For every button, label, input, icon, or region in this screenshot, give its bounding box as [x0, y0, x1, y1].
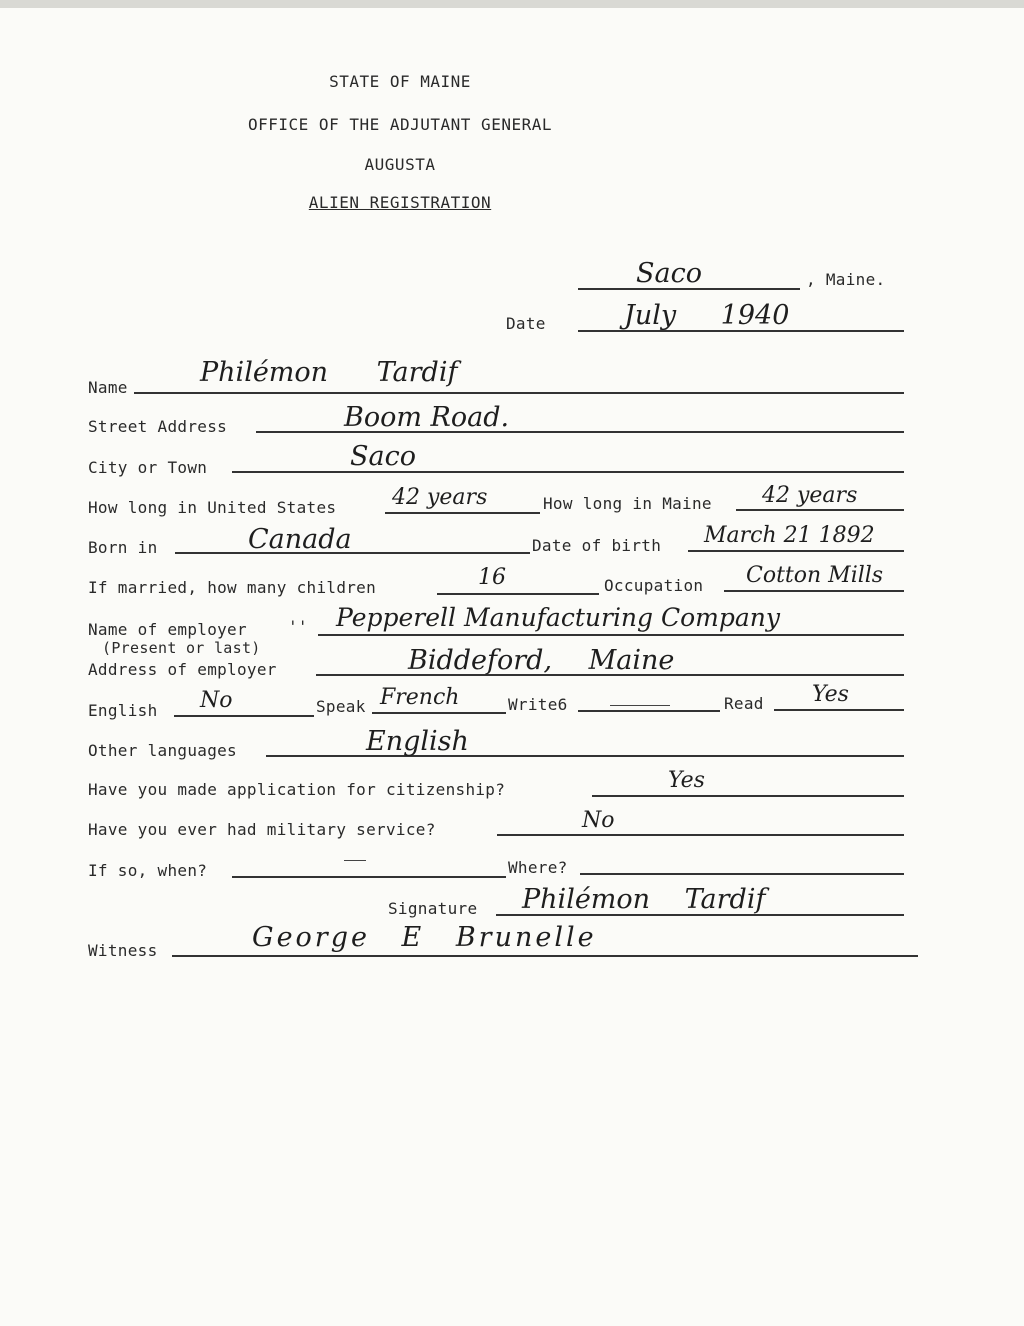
dob-value[interactable]: March 21 1892	[704, 523, 875, 548]
office-heading: OFFICE OF THE ADJUTANT GENERAL	[248, 115, 552, 134]
employer-value[interactable]: Pepperell Manufacturing Company	[336, 603, 781, 632]
employer-address-value[interactable]: Biddeford, Maine	[408, 645, 675, 676]
employer-label: Name of employer	[88, 620, 247, 639]
witness-value[interactable]: George E Brunelle	[252, 922, 597, 953]
scan-edge	[0, 0, 1024, 8]
citizenship-line	[592, 795, 904, 797]
read-value[interactable]: Yes	[812, 682, 849, 707]
other-languages-value[interactable]: English	[366, 726, 469, 757]
when-label: If so, when?	[88, 861, 208, 880]
how-long-us-value[interactable]: 42 years	[392, 485, 488, 510]
speak-label: Speak	[316, 697, 366, 716]
form-title: ALIEN REGISTRATION	[308, 193, 492, 212]
occupation-line	[724, 590, 904, 592]
children-value[interactable]: 16	[478, 565, 506, 590]
employer-quote: ''	[288, 617, 308, 636]
citizenship-value[interactable]: Yes	[668, 768, 705, 793]
where-label: Where?	[508, 858, 568, 877]
military-value[interactable]: No	[582, 808, 615, 833]
when-dash	[344, 860, 366, 861]
maine-label: , Maine.	[806, 270, 886, 289]
employer-note: (Present or last)	[102, 639, 261, 657]
how-long-maine-value[interactable]: 42 years	[762, 483, 858, 508]
english-label: English	[88, 701, 158, 720]
military-label: Have you ever had military service?	[88, 820, 436, 839]
name-label: Name	[88, 378, 128, 397]
write-line	[578, 710, 720, 712]
children-label: If married, how many children	[88, 578, 377, 597]
state-heading: STATE OF MAINE	[329, 72, 471, 91]
city-value[interactable]: Saco	[350, 441, 416, 472]
city-line	[232, 471, 904, 473]
employer-address-label: Address of employer	[88, 660, 277, 679]
street-label: Street Address	[88, 417, 228, 436]
read-label: Read	[724, 694, 764, 713]
witness-line	[172, 955, 918, 957]
born-in-line	[175, 552, 530, 554]
born-in-value[interactable]: Canada	[248, 524, 352, 555]
occupation-label: Occupation	[604, 576, 704, 595]
children-line	[437, 593, 599, 595]
write-label: Write6	[508, 695, 568, 714]
speak-value[interactable]: French	[380, 685, 460, 710]
occupation-value[interactable]: Cotton Mills	[746, 563, 884, 588]
witness-label: Witness	[88, 941, 158, 960]
city-label: City or Town	[88, 458, 208, 477]
date-label: Date	[506, 314, 546, 333]
city-heading: AUGUSTA	[364, 155, 436, 174]
born-in-label: Born in	[88, 538, 158, 557]
how-long-us-line	[385, 512, 540, 514]
town-value[interactable]: Saco	[636, 258, 702, 289]
signature-label: Signature	[388, 899, 478, 918]
date-value[interactable]: July 1940	[624, 300, 790, 331]
citizenship-label: Have you made application for citizenship?	[88, 780, 506, 799]
street-value[interactable]: Boom Road.	[344, 402, 510, 433]
how-long-us-label: How long in United States	[88, 498, 337, 517]
employer-line	[318, 634, 904, 636]
read-line	[774, 709, 904, 711]
dob-label: Date of birth	[532, 536, 662, 555]
signature-value[interactable]: Philémon Tardif	[522, 884, 766, 915]
speak-line	[372, 712, 506, 714]
other-languages-line	[266, 755, 904, 757]
name-line	[134, 392, 904, 394]
how-long-maine-label: How long in Maine	[543, 494, 712, 513]
english-value[interactable]: No	[200, 688, 233, 713]
when-line	[232, 876, 506, 878]
dob-line	[688, 550, 904, 552]
english-line	[174, 715, 314, 717]
military-line	[497, 834, 904, 836]
other-languages-label: Other languages	[88, 741, 237, 760]
write-dash	[610, 705, 670, 706]
name-value[interactable]: Philémon Tardif	[200, 357, 458, 388]
how-long-maine-line	[736, 509, 904, 511]
where-line	[580, 873, 904, 875]
